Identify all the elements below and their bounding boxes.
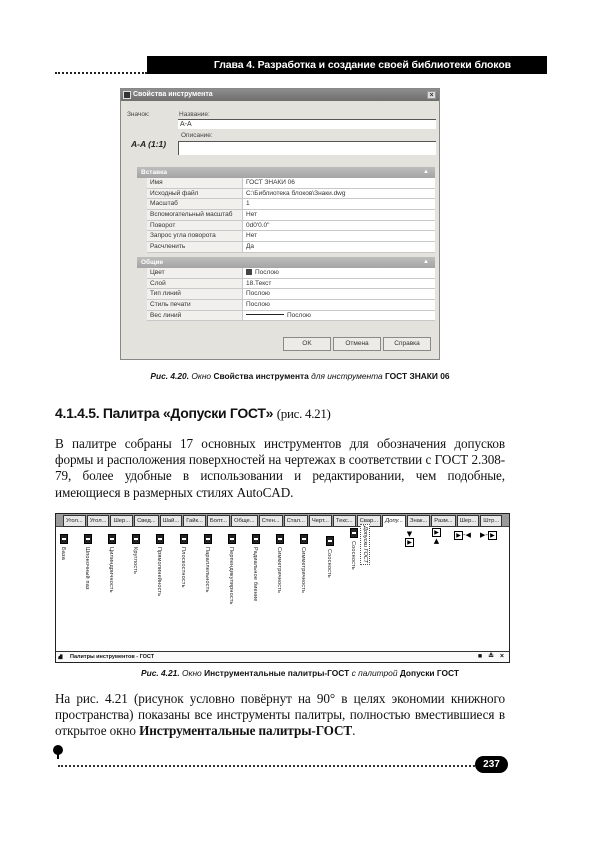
tool-datum-bottom[interactable]: ▶ ▲	[433, 529, 440, 545]
property-key: Запрос угла поворота	[147, 231, 243, 241]
properties-grid	[137, 167, 435, 321]
paragraph-intro: В палитре собраны 17 основных инструментов для обозначения допусков формы и расположения поверхностей на чертежах в соответствии с ГОСТ 2.308-79, более удобные в использовании и редактировании, чем подобные, имеющиеся в размерных стилях AutoCAD.	[55, 436, 505, 500]
palette-tab[interactable]: Угол...	[63, 515, 86, 527]
property-row[interactable]	[147, 221, 435, 232]
palette-tab[interactable]: Знак...	[407, 515, 430, 527]
palette-icon: ⛘	[58, 654, 63, 661]
palette-tab[interactable]: Штр...	[480, 515, 502, 527]
tool-icon	[204, 534, 212, 544]
category-general[interactable]	[137, 257, 435, 268]
help-button[interactable]: Справка	[383, 337, 431, 351]
property-key: Стиль печати	[147, 300, 243, 310]
caption-bold: Свойства инструмента	[213, 371, 309, 381]
palette-tab[interactable]: Шер...	[110, 515, 133, 527]
palette-tab[interactable]: Обще...	[231, 515, 258, 527]
palette-tab[interactable]: Свар...	[357, 515, 381, 527]
caption-number: Рис. 4.20.	[150, 371, 190, 381]
section-title: 4.1.4.5. Палитра «Допуски ГОСТ»	[55, 405, 274, 421]
palette-tool[interactable]	[180, 534, 190, 588]
property-value[interactable]: C:\Библиотека блоков\Знаки.dwg	[243, 189, 435, 199]
collapse-icon[interactable]: ▲	[423, 258, 429, 265]
tool-icon	[156, 534, 164, 544]
palette-title: Палитры инструментов - ГОСТ	[70, 654, 155, 660]
property-row[interactable]	[147, 279, 435, 290]
tool-properties-dialog	[120, 88, 440, 360]
palette-tab[interactable]: Черт...	[309, 515, 332, 527]
palette-tool[interactable]	[300, 534, 310, 593]
tool-icon	[132, 534, 140, 544]
name-label: Название:	[179, 111, 210, 118]
icon-preview[interactable]: A-A (1:1)	[131, 139, 167, 149]
tool-label: Плоскостность	[180, 547, 186, 588]
palette-tool[interactable]	[228, 534, 238, 605]
description-label: Описание:	[181, 132, 213, 139]
tool-icon	[180, 534, 188, 544]
tool-label: Прямолинейность	[156, 547, 162, 597]
palette-tool[interactable]	[132, 534, 142, 574]
palette-tool[interactable]	[84, 534, 94, 590]
property-row[interactable]	[147, 268, 435, 279]
caption-text: Окно	[181, 668, 202, 678]
palette-tool[interactable]	[108, 534, 118, 593]
tool-label: Параллельность	[204, 547, 210, 593]
property-value[interactable]: Послою	[243, 289, 435, 299]
palette-tool[interactable]	[204, 534, 214, 593]
palette-tool[interactable]	[252, 534, 262, 602]
palette-status-bar	[56, 651, 509, 662]
tool-label: Шпоночный паз	[84, 547, 90, 590]
tool-palette-window	[55, 513, 510, 663]
palette-tab[interactable]: Стал...	[284, 515, 308, 527]
paragraph-bold: Инструментальные палитры-ГОСТ	[139, 723, 353, 739]
section-heading	[55, 405, 331, 422]
property-value[interactable]	[243, 311, 435, 321]
tool-icon	[60, 534, 68, 544]
lineweight-value: Послою	[287, 311, 311, 319]
tool-icon	[300, 534, 308, 544]
property-row[interactable]	[147, 242, 435, 253]
category-title: Вставка	[141, 169, 167, 176]
property-row[interactable]	[147, 189, 435, 200]
tool-icon	[252, 534, 260, 544]
tool-icon	[84, 534, 92, 544]
property-key: Имя	[147, 178, 243, 188]
property-key: Тип линий	[147, 289, 243, 299]
tool-icon	[326, 536, 334, 546]
footer-dotted-rule	[58, 765, 478, 767]
tool-icon	[228, 534, 236, 544]
paragraph-text: На рис. 4.21 (рисунок условно повёрнут на 90° в целях экономии книжного пространства) показаны все инструменты палитры, полностью вместившиеся в открытое окно	[55, 691, 505, 739]
property-value[interactable]: Послою	[243, 300, 435, 310]
page-number: 237	[475, 756, 508, 773]
property-row[interactable]	[147, 231, 435, 242]
caption-text: с палитрой	[351, 668, 398, 678]
property-value[interactable]: Да	[243, 242, 435, 252]
category-insert[interactable]	[137, 167, 435, 178]
palette-tool[interactable]	[350, 528, 360, 570]
dialog-title: Свойства инструмента	[133, 91, 213, 98]
tool-icon	[350, 528, 358, 538]
property-key: Масштаб	[147, 199, 243, 209]
caption-text: Окно	[191, 371, 212, 381]
tool-icon	[108, 534, 116, 544]
property-key: Слой	[147, 279, 243, 289]
property-value[interactable]: ГОСТ ЗНАКИ 06	[243, 178, 435, 188]
tool-label: Соосность	[326, 549, 332, 578]
property-row[interactable]	[147, 300, 435, 311]
property-key: Цвет	[147, 268, 243, 278]
property-row[interactable]	[147, 178, 435, 189]
palette-tab[interactable]: Шай...	[160, 515, 183, 527]
palette-tab[interactable]: Шер...	[457, 515, 480, 527]
property-key: Расчленить	[147, 242, 243, 252]
cancel-button[interactable]: Отмена	[333, 337, 381, 351]
collapse-icon[interactable]: ▲	[423, 169, 429, 175]
palette-tabs	[56, 514, 509, 527]
paragraph-description	[55, 691, 505, 740]
palette-tool[interactable]	[156, 534, 166, 596]
figure-caption-4-21	[0, 668, 600, 678]
tooltip: Допуски ГОСТ	[362, 526, 368, 563]
property-row[interactable]	[147, 210, 435, 221]
palette-tab[interactable]: Гайк...	[183, 515, 206, 527]
caption-bold: Инструментальные палитры-ГОСТ	[204, 668, 350, 678]
palette-controls[interactable]: ■ ≗ ×	[477, 653, 506, 660]
paragraph-end: .	[352, 723, 356, 739]
dialog-titlebar	[121, 89, 439, 101]
property-value[interactable]: 1	[243, 199, 435, 209]
color-value: Послою	[255, 268, 279, 276]
description-input[interactable]	[178, 141, 436, 155]
property-key: Вес линий	[147, 311, 243, 321]
palette-tab[interactable]: Свед...	[134, 515, 159, 527]
property-key: Вспомогательный масштаб	[147, 210, 243, 220]
icon-label: Значок:	[127, 111, 150, 118]
property-value[interactable]: 18.Текст	[243, 279, 435, 289]
palette-tab[interactable]: Стен...	[259, 515, 283, 527]
figure-reference: (рис. 4.21)	[276, 406, 331, 421]
palette-tab[interactable]: Разм...	[431, 515, 455, 527]
header-dotted-rule	[55, 72, 147, 74]
tool-label: Симметричность	[276, 547, 282, 594]
name-input[interactable]: A-A	[178, 119, 436, 129]
palette-tool[interactable]	[276, 534, 286, 593]
tool-label: База	[60, 547, 66, 560]
property-row[interactable]	[147, 199, 435, 210]
app-icon	[123, 91, 131, 99]
footer-bullet-stem	[57, 752, 59, 759]
caption-number: Рис. 4.21.	[141, 668, 180, 678]
chapter-header: Глава 4. Разработка и создание своей библиотеки блоков	[147, 56, 547, 74]
tool-datum-right[interactable]: ▶- ▶	[480, 531, 497, 540]
tool-label: Симметричность	[300, 547, 306, 594]
category-title: Общие	[141, 258, 164, 266]
tool-label: Соосность	[350, 541, 356, 570]
palette-tab[interactable]: Болт...	[207, 515, 230, 527]
property-row[interactable]	[147, 289, 435, 300]
tool-label: Перпендикулярность	[228, 547, 234, 605]
tool-label: Радиальное биение	[252, 547, 258, 602]
property-value[interactable]	[243, 268, 435, 278]
tool-label: Цилиндричность	[108, 547, 114, 593]
property-key: Поворот	[147, 221, 243, 231]
palette-tab[interactable]: Допу...	[382, 515, 406, 527]
color-swatch	[246, 269, 252, 275]
tool-icon	[276, 534, 284, 544]
property-value[interactable]: Нет	[243, 210, 435, 220]
property-value[interactable]: 0d0'0.0"	[243, 221, 435, 231]
close-button[interactable]: ×	[427, 91, 436, 99]
lineweight-sample	[246, 314, 284, 315]
caption-bold: ГОСТ ЗНАКИ 06	[385, 371, 450, 381]
caption-bold: Допуски ГОСТ	[399, 668, 459, 678]
tool-label: Круглость	[132, 547, 138, 575]
property-key: Исходный файл	[147, 189, 243, 199]
ok-button[interactable]: OK	[283, 337, 331, 351]
property-value[interactable]: Нет	[243, 231, 435, 241]
palette-tool[interactable]	[326, 536, 336, 578]
palette-tool[interactable]	[60, 534, 70, 560]
tool-datum-left[interactable]: ▶ -◀	[454, 531, 471, 540]
figure-caption-4-20	[0, 371, 600, 381]
tool-datum-top[interactable]: ▼ ▶	[406, 530, 413, 546]
palette-tab[interactable]: Угол...	[87, 515, 110, 527]
property-row[interactable]	[147, 311, 435, 322]
caption-text: для инструмента	[311, 371, 383, 381]
palette-tab[interactable]: Текс...	[333, 515, 356, 527]
